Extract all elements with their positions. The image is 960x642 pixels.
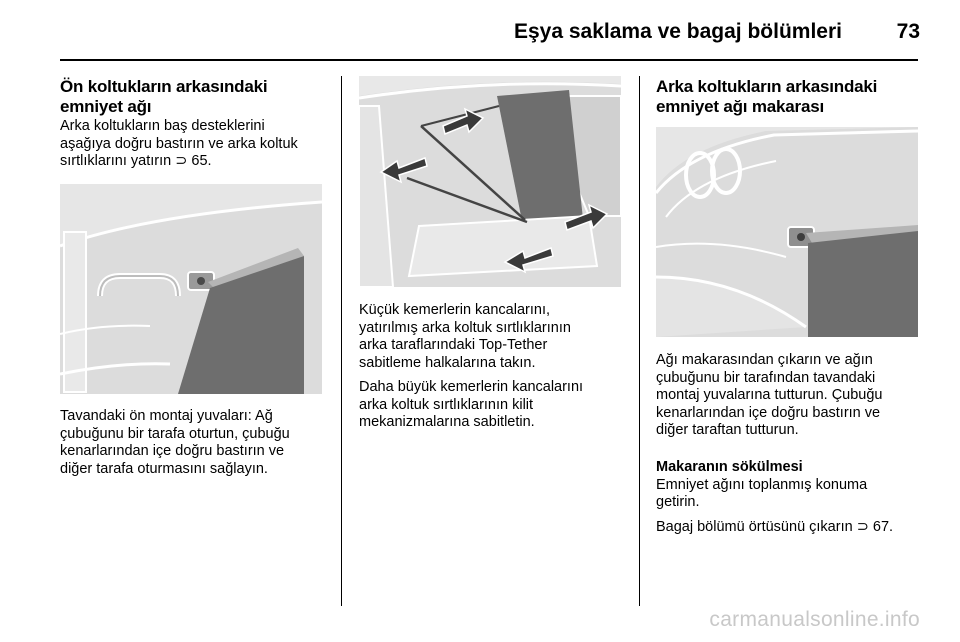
illustration-net-reel: [656, 127, 918, 337]
watermark: carmanualsonline.info: [709, 608, 920, 631]
illustration-net-hooks: [359, 76, 621, 287]
reference-page[interactable]: 67.: [872, 518, 894, 535]
section-heading-front-net: Ön koltukların arkasındaki emniyet ağı: [60, 77, 268, 116]
column-divider-right: [639, 76, 640, 606]
page-number: 73: [896, 20, 920, 43]
subheading-reel-removal: Makaranın sökülmesi: [656, 458, 803, 475]
reference-page[interactable]: 65.: [191, 153, 212, 169]
column-rear-net-text: [656, 352, 918, 536]
section-heading-rear-net: Arka koltukların arkasındaki emniyet ağı makarası: [656, 77, 878, 116]
column-net-hooks-text: [359, 302, 621, 432]
column-rear-net-reel: [656, 77, 918, 117]
reel-paragraph-collapse: Emniyet ağını toplanmış konuma getirin.: [656, 476, 868, 510]
hooks-paragraph-small: Küçük kemerlerin kancalarını, yatırılmış arka koltuk sırtlıklarının arka taraflarındaki Top-Tether sabitleme halkalarına takın.: [359, 302, 571, 371]
page-header-title: Eşya saklama ve bagaj bölümleri: [513, 20, 842, 43]
column-front-seat-net: [60, 77, 328, 171]
hooks-paragraph-large: Daha büyük kemerlerin kancalarını arka koltuk sırtlıklarının kilit mekanizmalarına sabitletin.: [359, 379, 584, 430]
illustration-roof-mount-front: [60, 184, 322, 394]
reel-paragraph-cover: Bagaj bölümü örtüsünü çıkarın ⊃ 67.: [656, 518, 894, 535]
front-net-caption: Tavandaki ön montaj yuvaları: Ağ çubuğunu bir tarafa oturtun, çubuğu kenarlarından içe doğru bastırın ve diğer tarafa oturmasını sağlayın.: [60, 408, 290, 477]
header-rule: [60, 59, 918, 61]
reference-arrow-icon: ⊃: [175, 153, 188, 169]
intro-paragraph: Arka koltukların baş desteklerini aşağıya doğru bastırın ve arka koltuk sırtlıklarını yatırın ⊃ 65.: [60, 118, 298, 169]
reel-paragraph-install: Ağı makarasından çıkarın ve ağın çubuğunu bir tarafından tavandaki montaj yuvalarına tutturun. Çubuğu kenarlarından içe doğru bastırın ve diğer taraftan tutturun.: [656, 352, 883, 438]
column-divider-left: [341, 76, 342, 606]
reference-arrow-icon: ⊃: [856, 518, 869, 535]
